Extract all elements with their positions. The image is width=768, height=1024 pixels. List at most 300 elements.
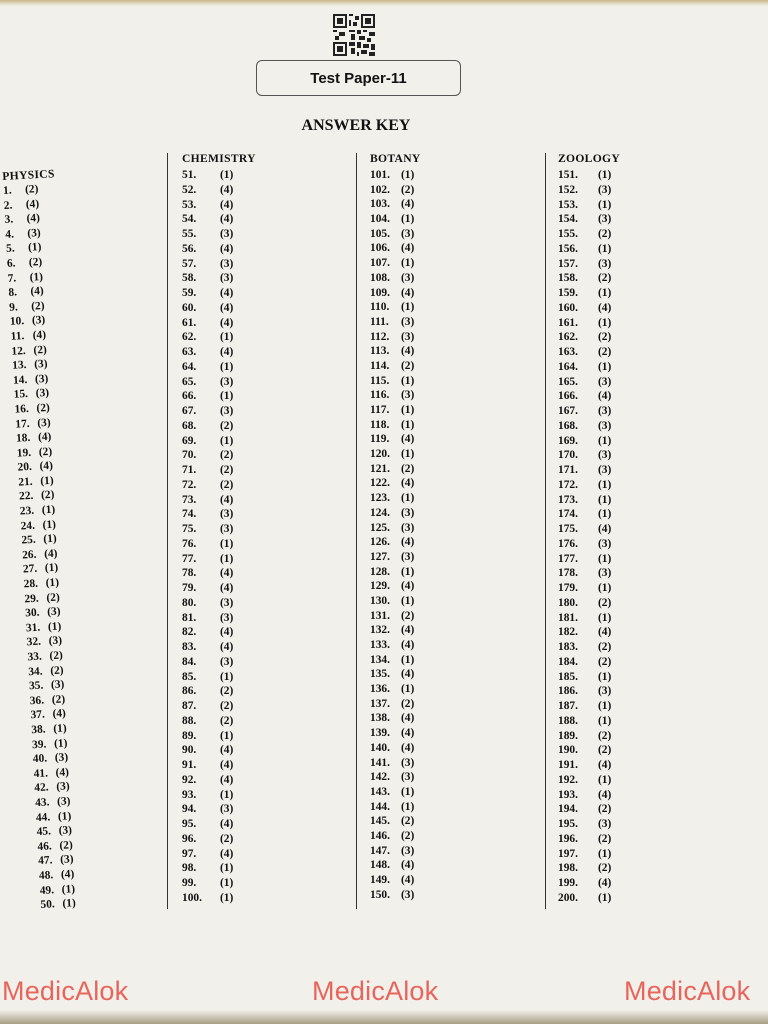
question-number: 76. [182, 537, 197, 550]
answer-row [558, 168, 622, 183]
question-number: 25. [21, 534, 36, 547]
question-number: 85. [182, 670, 197, 683]
answer-row [370, 491, 425, 506]
answer-row [182, 640, 244, 655]
answer-option: (3) [220, 375, 234, 388]
answer-row [40, 896, 83, 913]
question-number: 84. [182, 655, 197, 668]
answer-row [558, 729, 622, 744]
answer-row [182, 522, 244, 537]
answer-option: (2) [598, 272, 612, 285]
answer-option: (3) [401, 506, 415, 519]
answer-option: (1) [27, 241, 42, 255]
question-number: 56. [182, 242, 197, 255]
answer-row [370, 197, 425, 212]
answer-option: (3) [36, 416, 51, 429]
answer-row [370, 800, 425, 815]
answer-option: (3) [401, 389, 415, 402]
question-number: 146. [370, 829, 390, 842]
answer-row [182, 434, 244, 449]
answer-option: (1) [598, 242, 612, 255]
question-number: 42. [34, 781, 49, 795]
answer-row [558, 507, 622, 522]
question-number: 117. [370, 404, 390, 416]
answer-option: (3) [56, 795, 71, 808]
question-number: 37. [30, 708, 46, 722]
answer-option: (1) [598, 773, 612, 786]
answer-option: (3) [220, 803, 234, 816]
answer-option: (2) [401, 609, 415, 622]
question-number: 132. [370, 624, 390, 637]
answer-option: (2) [401, 183, 415, 196]
answer-row [182, 507, 244, 522]
answer-option: (4) [30, 285, 45, 298]
answer-row [370, 623, 425, 638]
answer-option: (3) [401, 844, 415, 857]
answer-row [370, 521, 425, 536]
answer-option: (1) [401, 565, 415, 578]
question-number: 35. [28, 679, 44, 693]
answer-option: (1) [220, 670, 234, 683]
question-number: 55. [182, 228, 197, 240]
answer-row [558, 463, 622, 478]
answer-option: (4) [220, 847, 234, 860]
answer-row [370, 241, 425, 256]
answer-option: (2) [401, 815, 415, 828]
question-number: 181. [558, 611, 578, 624]
answer-row [370, 579, 425, 594]
question-number: 66. [182, 390, 197, 403]
question-number: 47. [37, 854, 53, 868]
question-number: 60. [182, 301, 197, 314]
answer-option: (1) [220, 788, 234, 801]
answer-option: (1) [62, 897, 77, 910]
answer-row [370, 667, 425, 682]
answer-row [558, 714, 622, 729]
answer-option: (3) [220, 228, 234, 240]
question-number: 58. [182, 272, 197, 285]
question-number: 113. [370, 345, 390, 358]
question-number: 130. [370, 594, 390, 607]
answer-option: (1) [220, 552, 234, 565]
answer-row [558, 434, 622, 449]
answer-row [182, 537, 244, 552]
answer-option: (4) [220, 582, 234, 594]
question-number: 106. [370, 242, 390, 255]
question-number: 112. [370, 330, 390, 343]
answer-option: (4) [37, 430, 52, 444]
watermark-center: MedicAlok [312, 976, 439, 1006]
answer-option: (2) [51, 693, 66, 706]
answer-option: (1) [598, 169, 612, 181]
question-number: 27. [22, 563, 38, 576]
answer-option: (2) [598, 331, 612, 344]
answer-option: (1) [598, 434, 612, 447]
column-heading: ZOOLOGY [558, 152, 621, 165]
answer-option: (1) [53, 736, 68, 750]
question-number: 164. [558, 360, 578, 373]
question-number: 159. [558, 287, 578, 299]
question-number: 21. [18, 475, 33, 489]
answer-row [182, 714, 244, 729]
question-number: 99. [182, 877, 197, 889]
answer-row [558, 227, 622, 242]
answer-row [182, 330, 244, 345]
answer-option: (4) [32, 328, 47, 342]
answer-option: (1) [598, 700, 612, 712]
question-number: 195. [558, 818, 578, 830]
question-number: 12. [11, 344, 27, 358]
answer-option: (2) [598, 729, 612, 742]
question-number: 198. [558, 862, 578, 875]
question-number: 144. [370, 800, 390, 813]
question-number: 72. [182, 478, 197, 491]
answer-option: (1) [401, 257, 415, 270]
question-number: 149. [370, 874, 390, 886]
answer-row [182, 212, 244, 227]
answer-option: (4) [220, 626, 234, 639]
test-paper-title-text: Test Paper-11 [310, 69, 407, 87]
answer-row [182, 876, 244, 891]
answer-option: (3) [59, 853, 74, 867]
answer-option: (1) [45, 576, 60, 590]
answer-option: (3) [220, 611, 234, 624]
answer-option: (4) [39, 460, 54, 473]
question-number: 155. [558, 228, 578, 240]
answer-option: (3) [220, 257, 234, 270]
answer-option: (4) [401, 639, 415, 651]
question-number: 108. [370, 271, 390, 284]
question-number: 10. [9, 315, 25, 329]
question-number: 23. [19, 504, 35, 518]
question-number: 93. [182, 788, 197, 801]
question-number: 20. [17, 461, 33, 474]
answer-row [370, 330, 425, 345]
answer-row [370, 638, 425, 653]
question-number: 38. [31, 723, 46, 737]
answer-row [370, 286, 425, 301]
question-number: 168. [558, 419, 578, 432]
answer-option: (3) [50, 678, 65, 692]
answer-option: (4) [598, 390, 612, 403]
answer-option: (4) [598, 759, 612, 771]
question-number: 2. [3, 199, 13, 212]
answer-option: (4) [220, 759, 234, 771]
question-number: 97. [182, 847, 197, 860]
question-number: 129. [370, 580, 390, 593]
question-number: 136. [370, 683, 390, 696]
answer-row [182, 404, 244, 419]
answer-option: (2) [401, 462, 415, 475]
answer-option: (4) [220, 301, 234, 314]
answer-option: (2) [220, 464, 234, 476]
answer-row [182, 670, 244, 685]
answer-option: (2) [401, 829, 415, 842]
answer-row [370, 756, 425, 771]
answer-key-heading: ANSWER KEY [301, 117, 411, 134]
answer-option: (2) [36, 401, 51, 415]
answer-option: (3) [48, 634, 63, 648]
question-number: 59. [182, 287, 197, 299]
answer-option: (1) [401, 683, 415, 696]
answer-option: (1) [220, 360, 234, 373]
question-number: 45. [36, 825, 52, 839]
answer-row [370, 653, 425, 668]
question-number: 134. [370, 653, 390, 666]
answer-row [558, 699, 622, 714]
answer-row [370, 873, 425, 888]
question-number: 114. [370, 359, 390, 372]
answer-option: (2) [24, 183, 39, 196]
question-number: 178. [558, 567, 578, 580]
question-number: 153. [558, 198, 578, 211]
answer-row [370, 432, 425, 447]
question-number: 139. [370, 727, 390, 740]
answer-option: (3) [220, 272, 234, 285]
answer-option: (3) [34, 372, 49, 386]
answer-option: (2) [33, 343, 48, 357]
answer-row [370, 741, 425, 756]
answer-option: (4) [220, 198, 234, 211]
answer-option: (1) [57, 809, 72, 823]
answer-option: (2) [38, 445, 53, 459]
answer-row [182, 478, 244, 493]
answer-row [370, 315, 425, 330]
question-number: 179. [558, 582, 578, 594]
question-number: 169. [558, 434, 578, 447]
question-number: 33. [27, 650, 43, 664]
answer-row [370, 300, 425, 315]
question-number: 162. [558, 331, 578, 344]
question-number: 160. [558, 301, 578, 314]
answer-option: (4) [220, 287, 234, 299]
page-edge-top [0, 0, 768, 6]
question-number: 173. [558, 493, 578, 506]
answer-option: (2) [40, 489, 55, 502]
answer-option: (4) [598, 301, 612, 314]
answer-option: (1) [598, 360, 612, 373]
question-number: 187. [558, 700, 578, 712]
answer-option: (4) [55, 766, 70, 779]
question-number: 31. [25, 621, 41, 635]
question-number: 53. [182, 198, 197, 211]
answer-option: (1) [598, 316, 612, 329]
question-number: 77. [182, 552, 197, 565]
question-number: 13. [11, 359, 27, 372]
answer-row [558, 360, 622, 375]
answer-option: (1) [598, 508, 612, 521]
question-number: 185. [558, 670, 578, 683]
test-paper-title [256, 60, 461, 96]
answer-row [182, 788, 244, 803]
answer-option: (1) [598, 582, 612, 594]
question-number: 122. [370, 477, 390, 490]
answer-row [370, 726, 425, 741]
answer-option: (2) [598, 655, 612, 668]
answer-option: (3) [598, 685, 612, 698]
answer-option: (1) [220, 862, 234, 875]
answer-row [370, 374, 425, 389]
answer-row [182, 168, 244, 183]
answer-option: (2) [401, 359, 415, 372]
answer-option: (2) [598, 832, 612, 845]
answer-row [558, 212, 622, 227]
answer-list [3, 182, 83, 913]
question-number: 109. [370, 286, 390, 299]
answer-option: (1) [44, 562, 59, 575]
answer-row [370, 418, 425, 433]
question-number: 43. [34, 796, 50, 810]
answer-row [558, 847, 622, 862]
question-number: 24. [20, 519, 36, 533]
answer-row [558, 743, 622, 758]
answer-row [182, 832, 244, 847]
answer-option: (4) [401, 624, 415, 637]
answer-row [558, 788, 622, 803]
answer-row [182, 360, 244, 375]
question-number: 90. [182, 744, 197, 757]
question-number: 167. [558, 405, 578, 417]
page-edge-bottom [0, 1010, 768, 1024]
answer-row [182, 817, 244, 832]
answer-option: (1) [220, 434, 234, 447]
answer-row [558, 684, 622, 699]
question-number: 39. [31, 738, 47, 751]
answer-row [182, 552, 244, 567]
question-number: 150. [370, 888, 390, 901]
question-number: 69. [182, 434, 197, 447]
question-number: 199. [558, 877, 578, 889]
answer-option: (4) [401, 712, 415, 725]
answer-option: (2) [598, 228, 612, 240]
answer-list [182, 168, 244, 906]
question-number: 26. [21, 548, 37, 562]
answer-list [370, 168, 425, 902]
answer-option: (4) [26, 212, 41, 225]
answer-row [558, 625, 622, 640]
answer-row [182, 625, 244, 640]
question-number: 192. [558, 773, 578, 786]
answer-option: (1) [220, 331, 234, 344]
answer-row [558, 566, 622, 581]
answer-row [370, 403, 425, 418]
question-number: 115. [370, 374, 390, 387]
answer-option: (1) [401, 800, 415, 813]
question-number: 161. [558, 316, 578, 329]
answer-row [558, 198, 622, 213]
answer-row [370, 550, 425, 565]
answer-option: (2) [59, 838, 74, 852]
answer-row [370, 506, 425, 521]
answer-row [558, 537, 622, 552]
answer-option: (4) [220, 641, 234, 653]
question-number: 102. [370, 183, 390, 196]
answer-option: (4) [220, 213, 234, 226]
answer-option: (1) [401, 653, 415, 666]
answer-row [558, 493, 622, 508]
answer-row [370, 183, 425, 198]
question-number: 196. [558, 832, 578, 845]
question-number: 141. [370, 756, 390, 769]
answer-row [370, 476, 425, 491]
question-number: 32. [26, 636, 42, 649]
answer-option: (1) [42, 518, 57, 532]
question-number: 7. [7, 271, 17, 285]
answer-row [182, 581, 244, 596]
question-number: 40. [32, 752, 48, 766]
answer-option: (3) [401, 550, 415, 563]
answer-row [370, 711, 425, 726]
answer-option: (2) [598, 862, 612, 875]
answer-option: (1) [41, 503, 56, 517]
question-number: 62. [182, 331, 197, 344]
question-number: 67. [182, 405, 197, 417]
answer-row [182, 419, 244, 434]
answer-row [182, 773, 244, 788]
question-number: 73. [182, 493, 197, 506]
question-number: 15. [13, 388, 29, 401]
answer-option: (4) [220, 316, 234, 329]
question-number: 119. [370, 433, 390, 446]
answer-row [370, 844, 425, 859]
answer-option: (1) [220, 537, 234, 550]
answer-row [182, 861, 244, 876]
answer-option: (1) [401, 492, 415, 505]
question-number: 34. [27, 665, 43, 678]
answer-option: (3) [401, 227, 415, 240]
answer-option: (3) [54, 751, 69, 765]
question-number: 193. [558, 788, 578, 801]
answer-option: (4) [220, 242, 234, 255]
answer-option: (3) [56, 780, 70, 794]
question-number: 61. [182, 316, 197, 329]
question-number: 4. [5, 228, 15, 241]
answer-row [558, 655, 622, 670]
answer-option: (2) [598, 596, 612, 609]
question-number: 124. [370, 506, 390, 519]
question-number: 82. [182, 626, 197, 639]
question-number: 137. [370, 697, 390, 710]
answer-option: (4) [401, 345, 415, 358]
question-number: 44. [35, 810, 51, 824]
answer-row [370, 814, 425, 829]
answer-row [370, 344, 425, 359]
question-number: 171. [558, 464, 578, 476]
answer-row [558, 758, 622, 773]
question-number: 127. [370, 550, 390, 563]
answer-option: (4) [401, 874, 415, 886]
answer-row [182, 345, 244, 360]
question-number: 54. [182, 213, 197, 226]
answer-option: (1) [29, 270, 44, 284]
question-number: 17. [15, 417, 30, 431]
answer-option: (1) [598, 714, 612, 727]
question-number: 125. [370, 521, 390, 534]
answer-row [182, 389, 244, 404]
question-number: 50. [40, 898, 56, 912]
answer-row [558, 404, 622, 419]
answer-option: (3) [598, 818, 612, 830]
answer-row [182, 301, 244, 316]
answer-row [558, 802, 622, 817]
answer-row [370, 447, 425, 462]
answer-row [370, 697, 425, 712]
answer-option: (1) [43, 532, 57, 546]
answer-option: (2) [598, 641, 612, 653]
question-number: 11. [10, 330, 25, 343]
answer-row [558, 552, 622, 567]
answer-option: (2) [220, 832, 234, 845]
